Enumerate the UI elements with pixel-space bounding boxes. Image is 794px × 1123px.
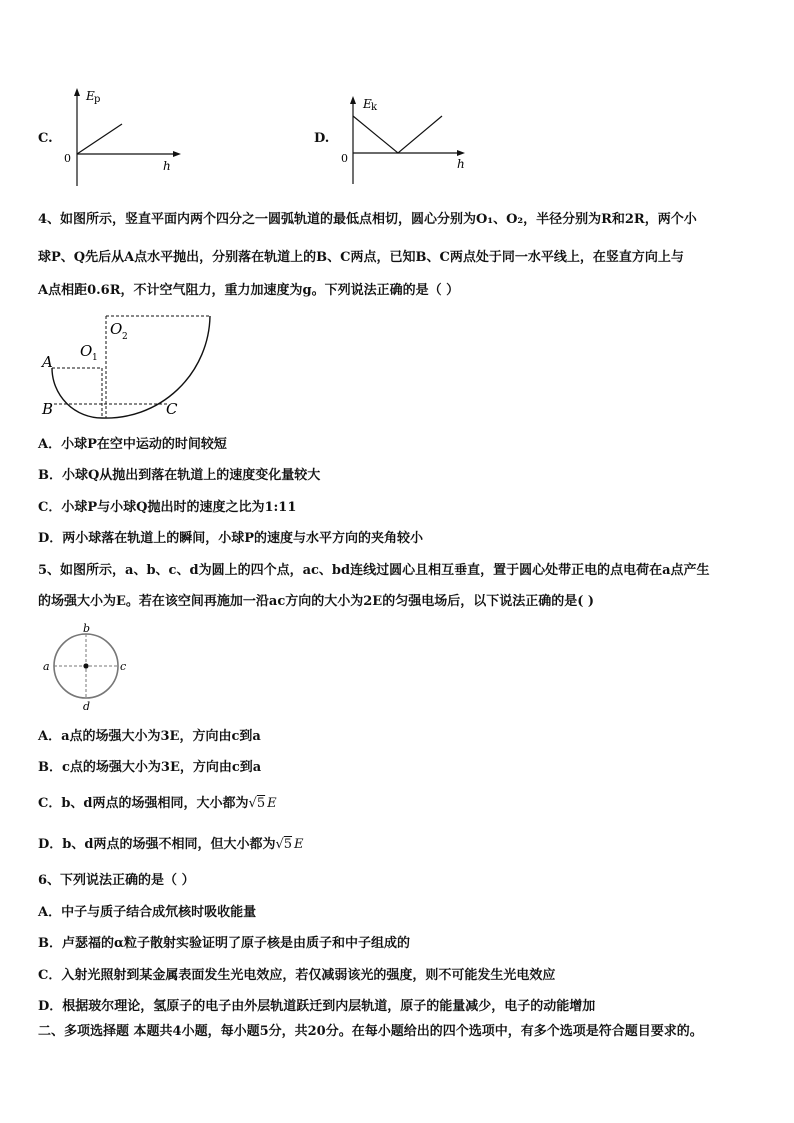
- graph-d-ylabel: E: [363, 97, 372, 111]
- q4-option-c: C．小球P与小球Q抛出时的速度之比为1:11: [38, 500, 297, 515]
- q5-option-d: [38, 836, 304, 854]
- sqrt-icon: √: [275, 837, 284, 852]
- option-d-label: D.: [314, 131, 330, 146]
- q6-stem: 6、下列说法正确的是（ ）: [38, 873, 195, 888]
- fig5-label-d: d: [83, 700, 91, 712]
- fig4-label-a: A: [42, 353, 53, 371]
- q6-option-b: B．卢瑟福的α粒子散射实验证明了原子核是由质子和中子组成的: [38, 936, 410, 951]
- option-c-label: C.: [38, 131, 53, 146]
- fig4-label-o2-sub: 2: [122, 332, 128, 342]
- section-2-heading: 二、多项选择题 本题共4小题，每小题5分，共20分。在每小题给出的四个选项中，有多个选项是符合题目要求的。: [38, 1024, 703, 1039]
- q4-line2: 球P、Q先后从A点水平抛出，分别落在轨道上的B、C两点，已知B、C两点处于同一水平线上，在竖直方向上与: [38, 250, 684, 265]
- fig4-label-o1: O: [80, 342, 93, 360]
- q4-figure: [38, 312, 218, 426]
- q6-option-d: D．根据玻尔理论，氢原子的电子由外层轨道跃迁到内层轨道，原子的能量减少，电子的动能增加: [38, 999, 596, 1014]
- q5-figure: [40, 622, 132, 712]
- graph-d-origin: 0: [341, 152, 348, 165]
- q5-option-b: B．c点的场强大小为3E，方向由c到a: [38, 760, 262, 775]
- q4-option-b: B．小球Q从抛出到落在轨道上的速度变化量较大: [38, 468, 321, 483]
- q4-line1: 4、如图所示，竖直平面内两个四分之一圆弧轨道的最低点相切，圆心分别为O₁、O₂，半径分别为R和2R，两个小: [38, 212, 697, 227]
- q5-line1: 5、如图所示，a、b、c、d为圆上的四个点，ac、bd连线过圆心且相互垂直，置于圆心处带正电的点电荷在a点产生: [38, 563, 710, 578]
- q5-line2: 的场强大小为E。若在该空间再施加一沿ac方向的大小为2E的匀强电场后，以下说法正确的是( ): [38, 594, 595, 609]
- sqrt-icon: √: [248, 796, 257, 811]
- q5-option-a: A．a点的场强大小为3E，方向由c到a: [38, 729, 261, 744]
- graph-c: [58, 86, 188, 190]
- fig5-label-a: a: [43, 660, 50, 673]
- graph-c-xlabel: h: [163, 159, 171, 173]
- graph-d: [334, 86, 474, 190]
- q5-option-c: [38, 795, 277, 813]
- q5-option-d-text: D．b、d两点的场强不相同，但大小都为: [38, 837, 276, 852]
- fig4-label-o1-sub: 1: [92, 353, 98, 363]
- fig4-label-c: C: [166, 400, 178, 418]
- q5-option-c-unit: E: [267, 796, 277, 811]
- graph-c-origin: 0: [64, 152, 71, 165]
- q6-option-a: A．中子与质子结合成氘核时吸收能量: [38, 905, 257, 920]
- fig5-label-b: b: [83, 622, 91, 635]
- graph-d-ysub: k: [371, 102, 378, 113]
- fig4-label-b: B: [42, 400, 54, 418]
- q4-option-d: D．两小球落在轨道上的瞬间，小球P的速度与水平方向的夹角较小: [38, 531, 424, 546]
- graph-c-ysub: p: [94, 94, 101, 105]
- q4-line3: A点相距0.6R，不计空气阻力，重力加速度为g。下列说法正确的是（ ）: [38, 283, 460, 298]
- q4-option-a: A．小球P在空中运动的时间较短: [38, 437, 227, 452]
- graph-c-ylabel: E: [86, 89, 95, 103]
- fig5-label-c: c: [120, 660, 127, 673]
- fig4-label-o2: O: [110, 320, 123, 338]
- q5-option-d-root: 5: [283, 837, 293, 852]
- q5-option-d-unit: E: [294, 837, 304, 852]
- q5-option-c-root: 5: [256, 796, 266, 811]
- q6-option-c: C．入射光照射到某金属表面发生光电效应，若仅减弱该光的强度，则不可能发生光电效应: [38, 968, 556, 983]
- q5-option-c-text: C．b、d两点的场强相同，大小都为: [38, 796, 249, 811]
- graph-d-xlabel: h: [457, 157, 465, 171]
